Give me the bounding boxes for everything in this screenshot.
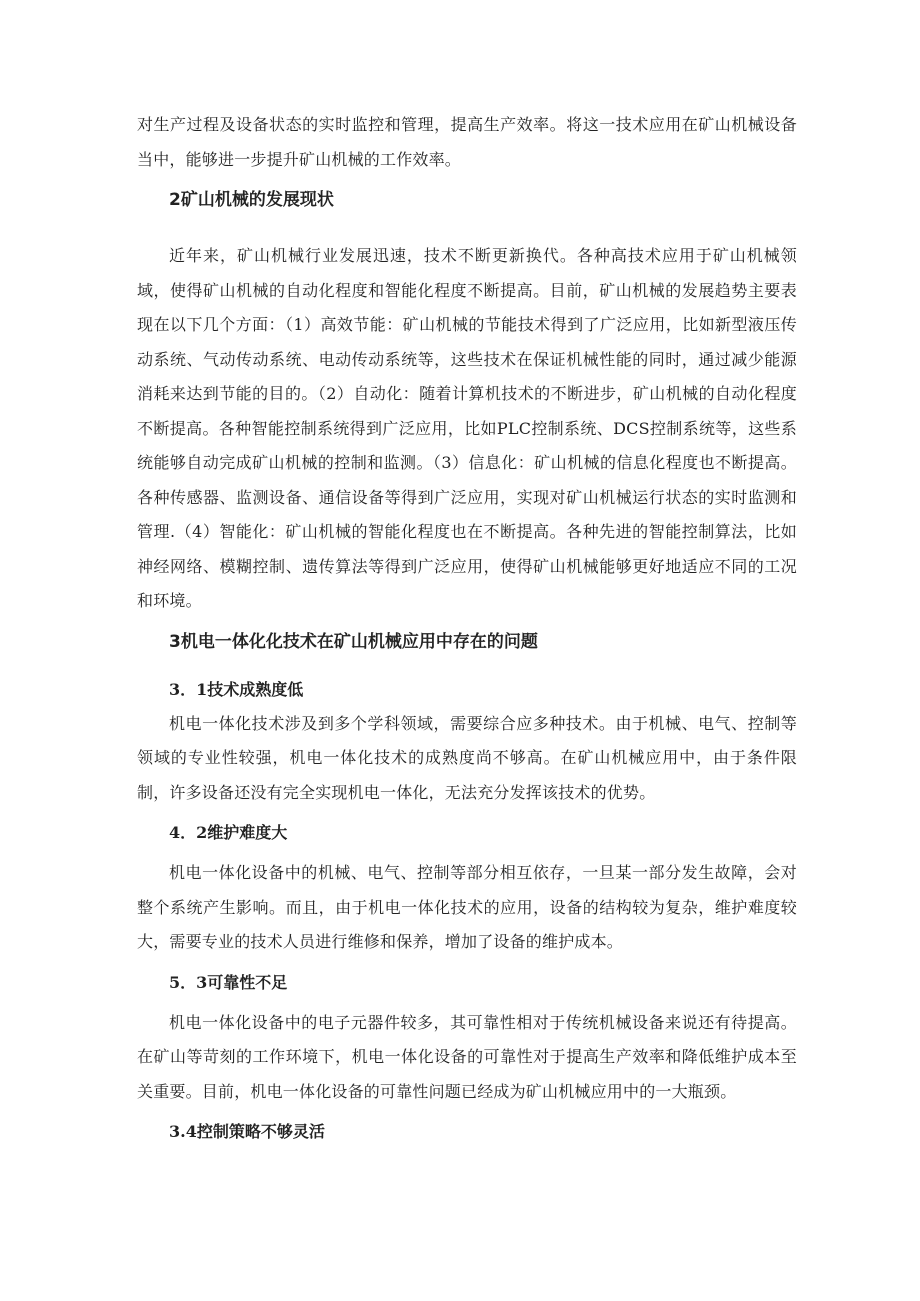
document-page — [137, 108, 797, 1149]
paragraph-maintenance-difficulty: 机电一体化设备中的机械、电气、控制等部分相互依存，一旦某一部分发生故障，会对整个系统产生影响。而且，由于机电一体化技术的应用，设备的结构较为复杂，维护难度较大，需要专业的技术人员进行维修和保养，增加了设备的维护成本。 — [137, 863, 797, 951]
subsection-heading-3-4: 3.4控制策略不够灵活 — [169, 1122, 325, 1141]
paragraph-reliability: 机电一体化设备中的电子元器件较多，其可靠性相对于传统机械设备来说还有待提高。在矿山等苛刻的工作环境下，机电一体化设备的可靠性对于提高生产效率和降低维护成本至关重要。目前，机电一体化设备的可靠性问题已经成为矿山机械应用中的一大瓶颈。 — [137, 1012, 797, 1101]
subsection-heading-4-2: 4．2维护难度大 — [169, 823, 288, 842]
subsection-heading-3-1: 3．1技术成熟度低 — [169, 679, 304, 699]
subsection-heading-5-3: 5．3可靠性不足 — [169, 972, 288, 992]
paragraph-intro-continued: 对生产过程及设备状态的实时监控和管理，提高生产效率。将这一技术应用在矿山机械设备当中，能够进一步提升矿山机械的工作效率。 — [137, 115, 797, 169]
paragraph-development-status: 近年来，矿山机械行业发展迅速，技术不断更新换代。各种高技术应用于矿山机械领域，使得矿山机械的自动化程度和智能化程度不断提高。目前，矿山机械的发展趋势主要表现在以下几个方面：（1）高效节能：矿山机械的节能技术得到了广泛应用，比如新型液压传动系统、气动传动系统、电动传动系统等，这些技术在保证机械性能的同时，通过减少能源消耗来达到节能的目的。（2）自动化：随着计算机技术的不断进步，矿山机械的自动化程度不断提高。各种智能控制系统得到广泛应用，比如PLC控制系统、DCS控制系统等，这些系统能够自动完成矿山机械的控制和监测。（3）信息化：矿山机械的信息化程度也不断提高。各种传感器、监测设备、通信设备等得到广泛应用，实现对矿山机械运行状态的实时监测和管理.（4）智能化：矿山机械的智能化程度也在不断提高。各种先进的智能控制算法，比如神经网络、模糊控制、遗传算法等得到广泛应用，使得矿山机械能够更好地适应不同的工况和环境。 — [137, 246, 797, 610]
section-heading-3: 3机电一体化化技术在矿山机械应用中存在的问题 — [169, 631, 538, 652]
section-heading-2: 2矿山机械的发展现状 — [169, 190, 334, 210]
paragraph-technology-maturity: 机电一体化技术涉及到多个学科领域，需要综合应多种技术。由于机械、电气、控制等领域的专业性较强，机电一体化技术的成熟度尚不够高。在矿山机械应用中，由于条件限制，许多设备还没有完全实现机电一体化，无法充分发挥该技术的优势。 — [137, 713, 797, 802]
